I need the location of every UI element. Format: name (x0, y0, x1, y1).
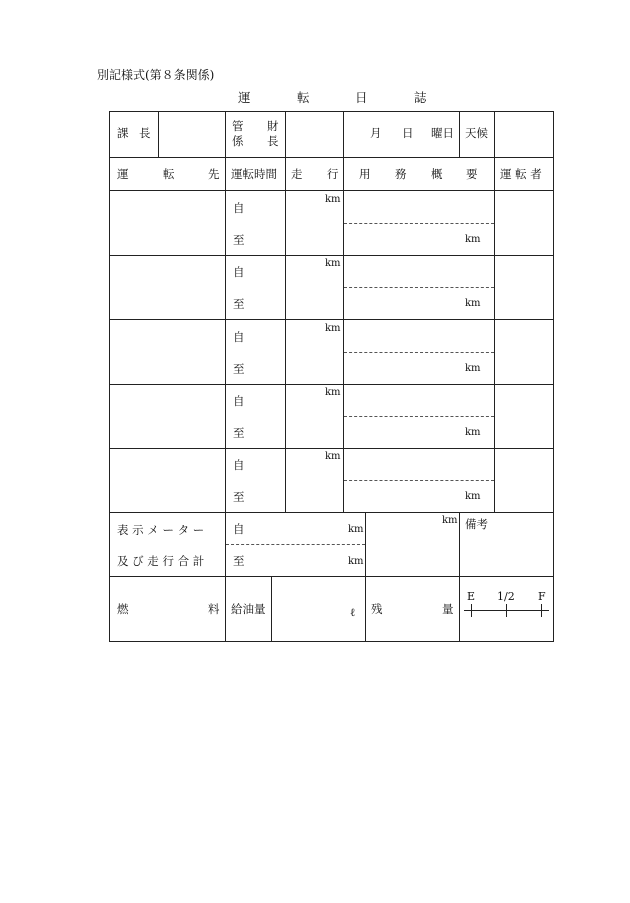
row2-from: 自 (233, 265, 245, 279)
border-top (109, 111, 554, 112)
vline-f4 (459, 576, 460, 641)
rule-row-4 (109, 448, 554, 449)
vline-f1 (225, 576, 226, 641)
month-label: 月 (370, 126, 382, 140)
form-caption: 別記様式(第８条関係) (97, 68, 215, 82)
row5-distance-unit: km (325, 451, 341, 462)
purpose-dash-1 (344, 223, 494, 224)
fuel-char-1: 燃 (117, 602, 129, 616)
purpose-dash-3 (344, 352, 494, 353)
row2-to: 至 (233, 297, 245, 311)
dest-char-2: 転 (163, 167, 175, 181)
liter-unit: ℓ (350, 606, 356, 619)
row1-purpose-unit: km (465, 234, 481, 245)
rule-columns (109, 190, 554, 191)
meter-dash (226, 544, 365, 545)
vline-h6 (494, 111, 495, 157)
vline-h1 (158, 111, 159, 157)
vline-c2 (285, 157, 286, 512)
purpose-char-4: 要 (466, 167, 478, 181)
kanzai-char-1: 管 (232, 119, 244, 133)
vline-m3 (459, 512, 460, 576)
row3-to: 至 (233, 362, 245, 376)
remarks-label: 備考 (465, 517, 488, 531)
row3-purpose-unit: km (465, 363, 481, 374)
day-label: 日 (402, 126, 414, 140)
rule-row-2 (109, 319, 554, 320)
row2-purpose-unit: km (465, 298, 481, 309)
row4-to: 至 (233, 426, 245, 440)
kacho-char-2: 長 (139, 126, 151, 140)
rule-header (109, 157, 554, 158)
row4-purpose-unit: km (465, 427, 481, 438)
vline-f3 (365, 576, 366, 641)
meter-unit-1: km (348, 524, 364, 535)
purpose-dash-2 (344, 287, 494, 288)
gauge-label-f: F (538, 590, 546, 603)
meter-to: 至 (233, 554, 245, 568)
vline-m2 (365, 512, 366, 576)
row1-to: 至 (233, 233, 245, 247)
vline-h2 (225, 111, 226, 157)
vline-c3 (343, 157, 344, 512)
weekday-label: 曜日 (431, 126, 454, 140)
distance-char-1: 走 (291, 167, 303, 181)
vline-h5 (459, 111, 460, 157)
vline-h3 (285, 111, 286, 157)
border-bottom (109, 641, 554, 642)
row4-from: 自 (233, 394, 245, 408)
title-char-3: 日 (355, 90, 368, 105)
vline-f2 (271, 576, 272, 641)
row2-distance-unit: km (325, 258, 341, 269)
row5-purpose-unit: km (465, 491, 481, 502)
rule-row-1 (109, 255, 554, 256)
row1-distance-unit: km (325, 194, 341, 205)
row4-distance-unit: km (325, 387, 341, 398)
meter-label-2: 及 び 走 行 合 計 (117, 554, 205, 568)
row3-distance-unit: km (325, 323, 341, 334)
purpose-char-1: 用 (359, 167, 371, 181)
vline-c1 (225, 157, 226, 512)
row3-from: 自 (233, 330, 245, 344)
purpose-dash-4 (344, 416, 494, 417)
driver-header: 運 転 者 (500, 167, 542, 181)
dest-char-3: 先 (208, 167, 220, 181)
title-char-2: 転 (297, 90, 310, 105)
meter-total-unit: km (442, 515, 458, 526)
meter-from: 自 (233, 522, 245, 536)
row5-from: 自 (233, 458, 245, 472)
gauge-tick-f (541, 604, 542, 617)
rule-row-3 (109, 384, 554, 385)
meter-unit-2: km (348, 556, 364, 567)
purpose-char-2: 務 (395, 167, 407, 181)
gauge-tick-e (471, 604, 472, 617)
kanzai-char-2: 財 (267, 119, 279, 133)
title-char-4: 誌 (414, 90, 427, 105)
title-char-1: 運 (238, 90, 251, 105)
log-form (109, 111, 554, 642)
gauge-label-e: E (467, 590, 476, 603)
fuel-char-2: 料 (208, 602, 220, 616)
dest-char-1: 運 (117, 167, 129, 181)
kakaricho-char-2: 長 (267, 134, 279, 148)
row5-to: 至 (233, 490, 245, 504)
drive-time-header: 運転時間 (231, 167, 277, 181)
kakaricho-char-1: 係 (232, 134, 244, 148)
vline-h4 (343, 111, 344, 157)
remaining-char-2: 量 (442, 602, 454, 616)
gauge-tick-half (506, 604, 507, 617)
purpose-char-3: 概 (431, 167, 443, 181)
remaining-char-1: 残 (371, 602, 383, 616)
distance-char-2: 行 (327, 167, 339, 181)
row1-from: 自 (233, 201, 245, 215)
gauge-label-half: 1/2 (497, 590, 515, 603)
rule-meter (109, 576, 554, 577)
rule-row-5 (109, 512, 554, 513)
vline-c4 (494, 157, 495, 512)
kacho-char-1: 課 (117, 126, 129, 140)
purpose-dash-5 (344, 480, 494, 481)
weather-label: 天候 (465, 126, 488, 140)
meter-label-1: 表 示 メ ー タ ー (117, 523, 205, 537)
refuel-label: 給油量 (231, 602, 266, 616)
